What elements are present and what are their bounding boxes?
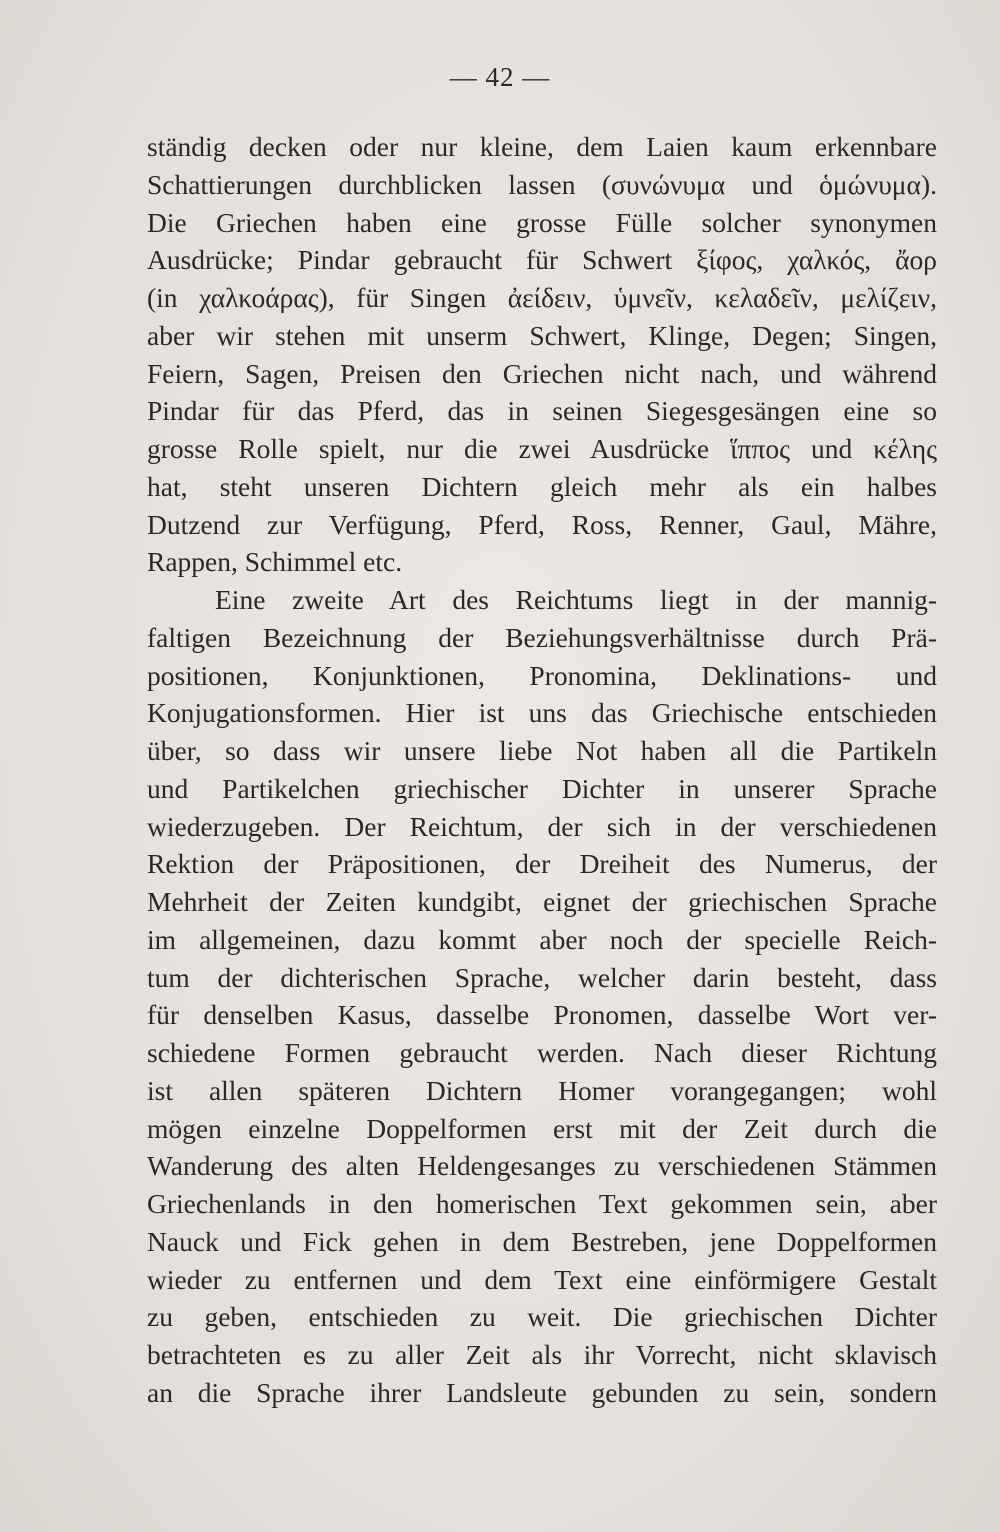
text-line: faltigen Bezeichnung der Beziehungsverhältnisse durch Prä-	[147, 621, 937, 653]
text-line: an die Sprache ihrer Landsleute gebunden zu sein, sondern	[147, 1376, 937, 1408]
text-line: und Partikelchen griechischer Dichter in unserer Sprache	[147, 772, 937, 804]
body-text	[147, 128, 937, 1412]
text-line: zu geben, entschieden zu weit. Die griechischen Dichter	[147, 1301, 937, 1333]
text-line: Rappen, Schimmel etc.	[147, 546, 403, 578]
text-line: Die Griechen haben eine grosse Fülle solcher synonymen	[147, 206, 937, 238]
text-line: im allgemeinen, dazu kommt aber noch der specielle Reich-	[147, 923, 937, 955]
text-line: Nauck und Fick gehen in dem Bestreben, jene Doppelformen	[147, 1225, 937, 1257]
text-line: grosse Rolle spielt, nur die zwei Ausdrücke ἵππος und κέλης	[147, 433, 937, 464]
text-line: Dutzend zur Verfügung, Pferd, Ross, Renner, Gaul, Mähre,	[147, 508, 937, 540]
text-line: Feiern, Sagen, Preisen den Griechen nicht nach, und während	[147, 357, 937, 389]
text-line: über, so dass wir unsere liebe Not haben all die Partikeln	[147, 735, 937, 766]
text-line: Schattierungen durchblicken lassen (συνώνυμα und ὁμώνυμα).	[147, 168, 937, 200]
text-line: Mehrheit der Zeiten kundgibt, eignet der griechischen Sprache	[147, 886, 937, 917]
text-line: Wanderung des alten Heldengesanges zu verschiedenen Stämmen	[147, 1150, 937, 1182]
text-line: aber wir stehen mit unserm Schwert, Klinge, Degen; Singen,	[147, 319, 937, 351]
text-line: tum der dichterischen Sprache, welcher darin besteht, dass	[147, 961, 937, 993]
text-line: schiedene Formen gebraucht werden. Nach dieser Richtung	[147, 1037, 937, 1068]
text-line: Konjugationsformen. Hier ist uns das Griechische entschieden	[147, 697, 937, 729]
page-number: — 42 —	[449, 62, 551, 92]
text-line: für denselben Kasus, dasselbe Pronomen, dasselbe Wort ver-	[147, 999, 937, 1031]
text-line: Eine zweite Art des Reichtums liegt in der mannig-	[215, 584, 937, 615]
text-line: wieder zu entfernen und dem Text eine einförmigere Gestalt	[147, 1263, 937, 1295]
text-line: positionen, Konjunktionen, Pronomina, Deklinations- und	[147, 659, 937, 691]
text-line: Rektion der Präpositionen, der Dreiheit des Numerus, der	[147, 848, 937, 880]
text-line: mögen einzelne Doppelformen erst mit der Zeit durch die	[147, 1112, 937, 1144]
text-line: ständig decken oder nur kleine, dem Laien kaum erkennbare	[147, 131, 937, 162]
text-line: Griechenlands in den homerischen Text gekommen sein, aber	[147, 1188, 937, 1219]
paragraph-2	[147, 581, 937, 1412]
text-line: betrachteten es zu aller Zeit als ihr Vorrecht, nicht sklavisch	[147, 1339, 937, 1370]
text-line: (in χαλκοάρας), für Singen ἀείδειν, ὑμνεῖν, κελαδεῖν, μελίζειν,	[147, 282, 937, 313]
text-line: Pindar für das Pferd, das in seinen Siegesgesängen eine so	[147, 395, 937, 427]
text-line: Ausdrücke; Pindar gebraucht für Schwert ξίφος, χαλκός, ἄορ	[147, 244, 937, 276]
text-line: wiederzugeben. Der Reichtum, der sich in der verschiedenen	[147, 810, 937, 842]
text-line: hat, steht unseren Dichtern gleich mehr als ein halbes	[147, 470, 937, 502]
paragraph-1	[147, 128, 937, 581]
text-line: ist allen späteren Dichtern Homer vorangegangen; wohl	[147, 1074, 937, 1106]
